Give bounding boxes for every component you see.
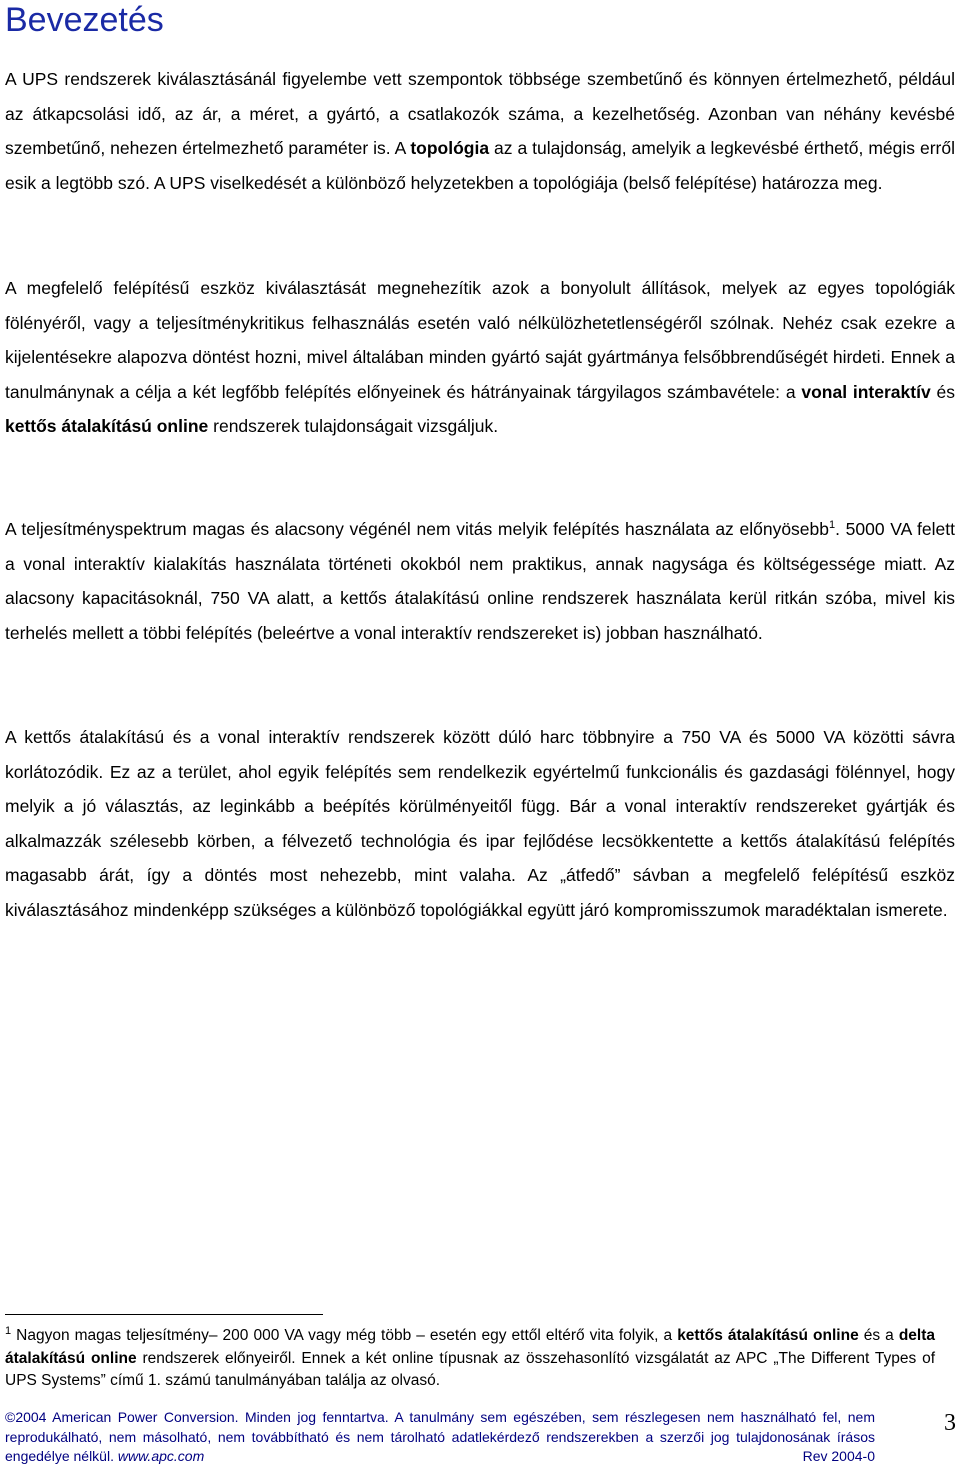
page-title: Bevezetés — [5, 1, 164, 39]
bold-term-topologia: topológia — [410, 138, 490, 158]
intro-paragraph-1 — [5, 62, 955, 200]
footnote-text: rendszerek előnyeiről. Ennek a két online típusnak az összehasonlító vizsgálatát az APC „The Different Types of UPS Systems” című 1. számú tanulmányában találja az olvasó. — [5, 1349, 935, 1389]
footnote-text: Nagyon magas teljesítmény– 200 000 VA vagy még több – esetén egy ettől eltérő vita folyik, a — [11, 1327, 678, 1344]
website-link[interactable]: www.apc.com — [117, 1448, 205, 1464]
footnote-bold-term: kettős átalakítású online — [677, 1327, 859, 1344]
page-footer — [5, 1408, 875, 1467]
paragraph-text: az a tulajdonság, amelyik a legkevésbé érthető, mégis erről esik a legtöbb szó. A UPS viselkedését a különböző helyzetekben a topológiája (belső felépítése) határozza meg. — [5, 138, 955, 193]
paragraph-text: A UPS rendszerek kiválasztásánál figyelembe vett szempontok többsége szembetűnő és könnyen értelmezhető, például az átkapcsolási idő, az ár, a méret, a gyártó, a csatlakozók száma, a kezelhetőség. Azonban van néhány kevésbé szembetűnő, nehezen értelmezhető paraméter is. A — [5, 69, 955, 158]
paragraph-text: A kettős átalakítású és a vonal interaktív rendszerek között dúló harc többnyire a 750 VA és 5000 VA közötti sávra korlátozódik. Ez az a terület, ahol egyik felépítés sem rendelkezik egyértelmű funkcionális és gazdasági fölénnyel, hogy melyik a jó választás, az leginkább a beépítés körülményeitől függ. Bár a vonal interaktív rendszereket gyártják és alkalmazzák szélesebb körben, a félvezető technológia és ipar fejlődése lecsökkentette a kettős átalakítású felépítés magasabb árát, így a döntés most nehezebb, mint valaha. Az „átfedő” sávban a megfelelő felépítésű eszköz kiválasztásához mindenképp szükséges a különböző topológiákkal együtt járó kompromisszumok maradéktalan ismerete. — [5, 727, 955, 920]
paragraph-text: A megfelelő felépítésű eszköz kiválasztását megnehezítik azok a bonyolult állítások, melyek az egyes topológiák fölényéről, vagy a teljesítménykritikus felhasználás esetén való nélkülözhetetlenségéről szólnak. Nehéz csak ezekre a kijelentésekre alapozva döntést hozni, mivel általában minden gyártó saját gyártmánya felsőbbrendűségét hirdeti. Ennek a tanulmánynak a célja a két legfőbb felépítés előnyeinek és hátrányainak tárgyilagos számbavétele: a — [5, 278, 955, 402]
footnote-reference: 1 — [829, 519, 836, 532]
paragraph-text: A teljesítményspektrum magas és alacsony végénél nem vitás melyik felépítés használata az előnyösebb — [5, 519, 830, 539]
paragraph-text: . 5000 VA felett a vonal interaktív kialakítás használata történeti okokból nem praktikus, annak nagysága és költségessége miatt. Az alacsony kapacitásoknál, 750 VA alatt, a kettős átalakítású online rendszerek használata kerül ritkán szóba, mivel kis terhelés mellett a többi felépítés (beleértve a vonal interaktív rendszereket is) jobban használható. — [5, 519, 955, 643]
bold-term-kettos-atalakitasu: kettős átalakítású online — [5, 416, 209, 436]
footnote-separator — [5, 1314, 323, 1315]
footnote-bold-term: delta átalakítású online — [5, 1327, 935, 1367]
footnote — [5, 1325, 935, 1393]
paragraph-text: és — [930, 381, 955, 402]
revision-label: Rev 2004-0 — [802, 1448, 875, 1464]
intro-paragraph-2 — [5, 271, 955, 444]
copyright-notice: ©2004 American Power Conversion. Minden jog fenntartva. A tanulmány sem egészében, sem részlegesen nem használható fel, nem reprodukálható, nem másolható, nem továbbítható és nem tárolható adatlekérdező rendszerekben a szerzői jog tulajdonosának írásos engedélye nélkül. — [5, 1409, 875, 1464]
intro-paragraph-3 — [5, 512, 955, 650]
bold-term-vonal-interaktiv: vonal interaktív — [801, 381, 931, 402]
footnote-text: és a — [858, 1327, 899, 1344]
page-number: 3 — [944, 1410, 956, 1436]
intro-paragraph-4 — [5, 720, 955, 927]
paragraph-text: rendszerek tulajdonságait vizsgáljuk. — [208, 416, 499, 436]
footnote-mark: 1 — [5, 1324, 12, 1337]
